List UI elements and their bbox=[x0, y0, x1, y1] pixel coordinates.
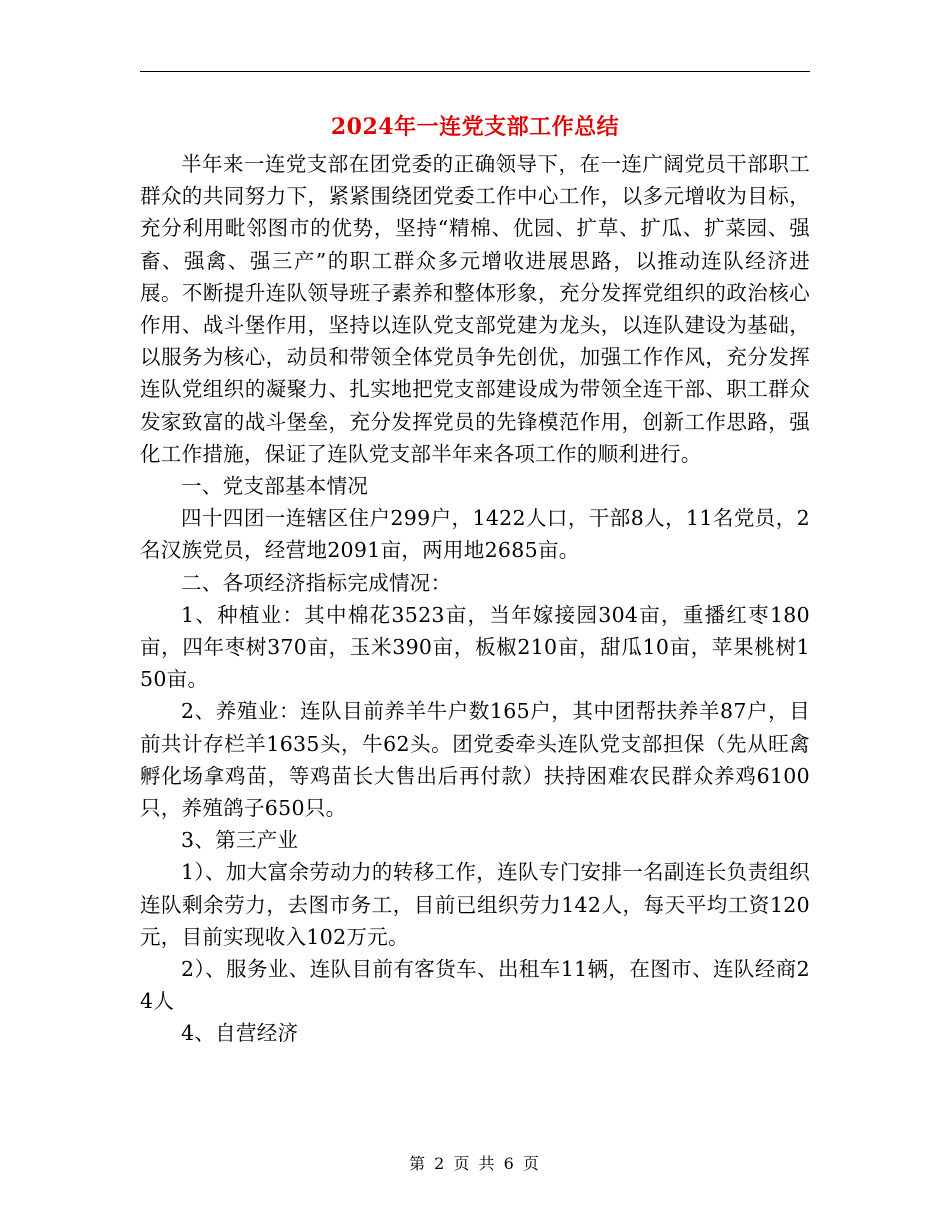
paragraph-planting: 1、种植业：其中棉花3523亩，当年嫁接园304亩，重播红枣180亩，四年枣树370亩，玉米390亩，板椒210亩，甜瓜10亩，苹果桃树150亩。 bbox=[140, 602, 810, 692]
section-heading-basic-info: 一、党支部基本情况 bbox=[181, 474, 369, 499]
paragraph-labor-transfer: 1）、加大富余劳动力的转移工作，连队专门安排一名副连长负责组织连队剩余劳力，去图市务工，目前已组织劳力142人，每天平均工资120元，目前实现收入102万元。 bbox=[140, 860, 810, 949]
subheading-tertiary-industry: 3、第三产业 bbox=[181, 828, 299, 853]
section-heading-economic-indicators: 二、各项经济指标完成情况： bbox=[181, 570, 452, 595]
paragraph-breeding: 2、养殖业：连队目前养羊牛户数165户，其中团帮扶养羊87户，目前共计存栏羊1635头，牛62头。团党委牵头连队党支部担保（先从旺禽孵化场拿鸡苗，等鸡苗长大售出后再付款）扶持困难农民群众养鸡6100只，养殖鸽子650只。 bbox=[140, 699, 810, 821]
header-rule bbox=[140, 71, 810, 72]
document-body bbox=[140, 148, 810, 1050]
paragraph-service-industry: 2）、服务业、连队目前有客货车、出租车11辆，在图市、连队经商24人 bbox=[140, 957, 810, 1014]
paragraph-intro: 半年来一连党支部在团党委的正确领导下，在一连广阔党员干部职工群众的共同努力下，紧紧围绕团党委工作中心工作，以多元增收为目标，充分利用毗邻图市的优势，坚持“精棉、优园、扩草、扩瓜、扩菜园、强畜、强禽、强三产”的职工群众多元增收进展思路，以推动连队经济进展。不断提升连队领导班子素养和整体形象，充分发挥党组织的政治核心作用、战斗堡作用，坚持以连队党支部党建为龙头，以连队建设为基础，以服务为核心，动员和带领全体党员争先创优，加强工作作风，充分发挥连队党组织的凝聚力、扎实地把党支部建设成为带领全连干部、职工群众发家致富的战斗堡垒，充分发挥党员的先锋模范作用，创新工作思路，强化工作措施，保证了连队党支部半年来各项工作的顺利进行。 bbox=[140, 152, 810, 466]
page-number: 第 2 页 共 6 页 bbox=[409, 1154, 541, 1173]
paragraph-basic-info: 四十四团一连辖区住户299户，1422人口，干部8人，11名党员，2名汉族党员，经营地2091亩，两用地2685亩。 bbox=[140, 506, 810, 563]
subheading-self-employed: 4、自营经济 bbox=[181, 1021, 299, 1046]
document-title: 2024年一连党支部工作总结 bbox=[330, 114, 620, 140]
